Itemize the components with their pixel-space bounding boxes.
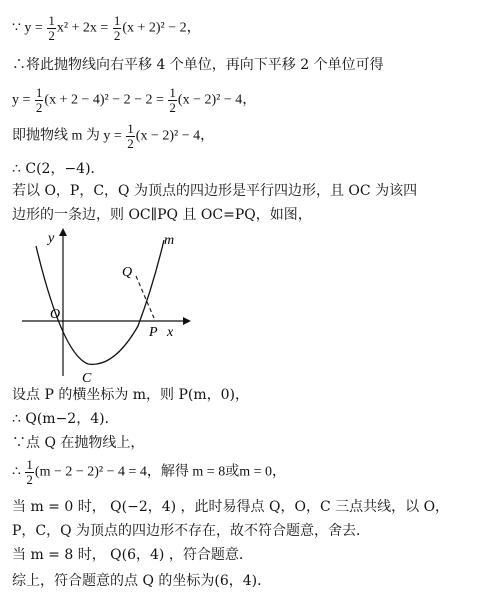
point-c-label: C xyxy=(82,371,92,386)
text-line-7: 边形的一条边，则 OC∥PQ 且 OC=PQ，如图， xyxy=(12,207,312,223)
y-axis-label: y xyxy=(48,231,55,246)
curve-label: m xyxy=(164,233,175,248)
text-line-12: 当 m = 0 时， Q(−2，4) ，此时易得点 Q，O，C 三点共线，以 O， xyxy=(12,499,450,515)
text-line-13: P，C，Q 为顶点的四边形不存在，故不符合题意，舍去． xyxy=(12,523,371,539)
text-line-8: 设点 P 的横坐标为 m，则 P(m，0)， xyxy=(12,387,250,403)
x-axis-label: x xyxy=(167,325,174,340)
equation-line-3: y = $\frac{1}{2}$ (x + 2 − 4)² − 2 − 2 = $\frac{1}{2}$ (x − 2)² − 4， xyxy=(12,85,257,115)
segment-qp xyxy=(136,276,154,318)
origin-label: O xyxy=(50,307,61,322)
equation-line-1: ∵ y = $\frac{1}{2}$ x² + 2x = $\frac{1}{2}$ (x + 2)² − 2， xyxy=(12,13,201,43)
text-line-6: 若以 O，P，C，Q 为顶点的四边形是平行四边形，且 OC 为该四 xyxy=(12,183,418,199)
text-line-9: ∴ Q(m−2，4)． xyxy=(12,411,119,427)
equation-line-11: ∴ $\frac{1}{2}$ (m − 2 − 2)² − 4 = 4，解得 m = 8或m = 0， xyxy=(12,457,286,487)
point-q-label: Q xyxy=(122,265,133,280)
point-p-label: P xyxy=(149,325,158,340)
text-line-10: ∵点 Q 在抛物线上， xyxy=(12,435,145,451)
text-line-5: ∴ C(2，−4)． xyxy=(12,161,105,177)
parabola-curve xyxy=(36,240,164,364)
equation-line-4: 即抛物线 m 为 y = $\frac{1}{2}$ (x − 2)² − 4， xyxy=(12,121,215,151)
parabola-figure xyxy=(18,226,218,386)
y-axis-arrow-icon xyxy=(59,228,67,236)
x-axis-arrow-icon xyxy=(183,317,191,325)
text-line-14: 当 m = 8 时， Q(6，4) ，符合题意． xyxy=(12,547,253,563)
text-line-2: ∴将此抛物线向右平移 4 个单位，再向下平移 2 个单位可得 xyxy=(12,57,384,73)
text-line-15: 综上，符合题意的点 Q 的坐标为(6，4)． xyxy=(12,573,272,589)
